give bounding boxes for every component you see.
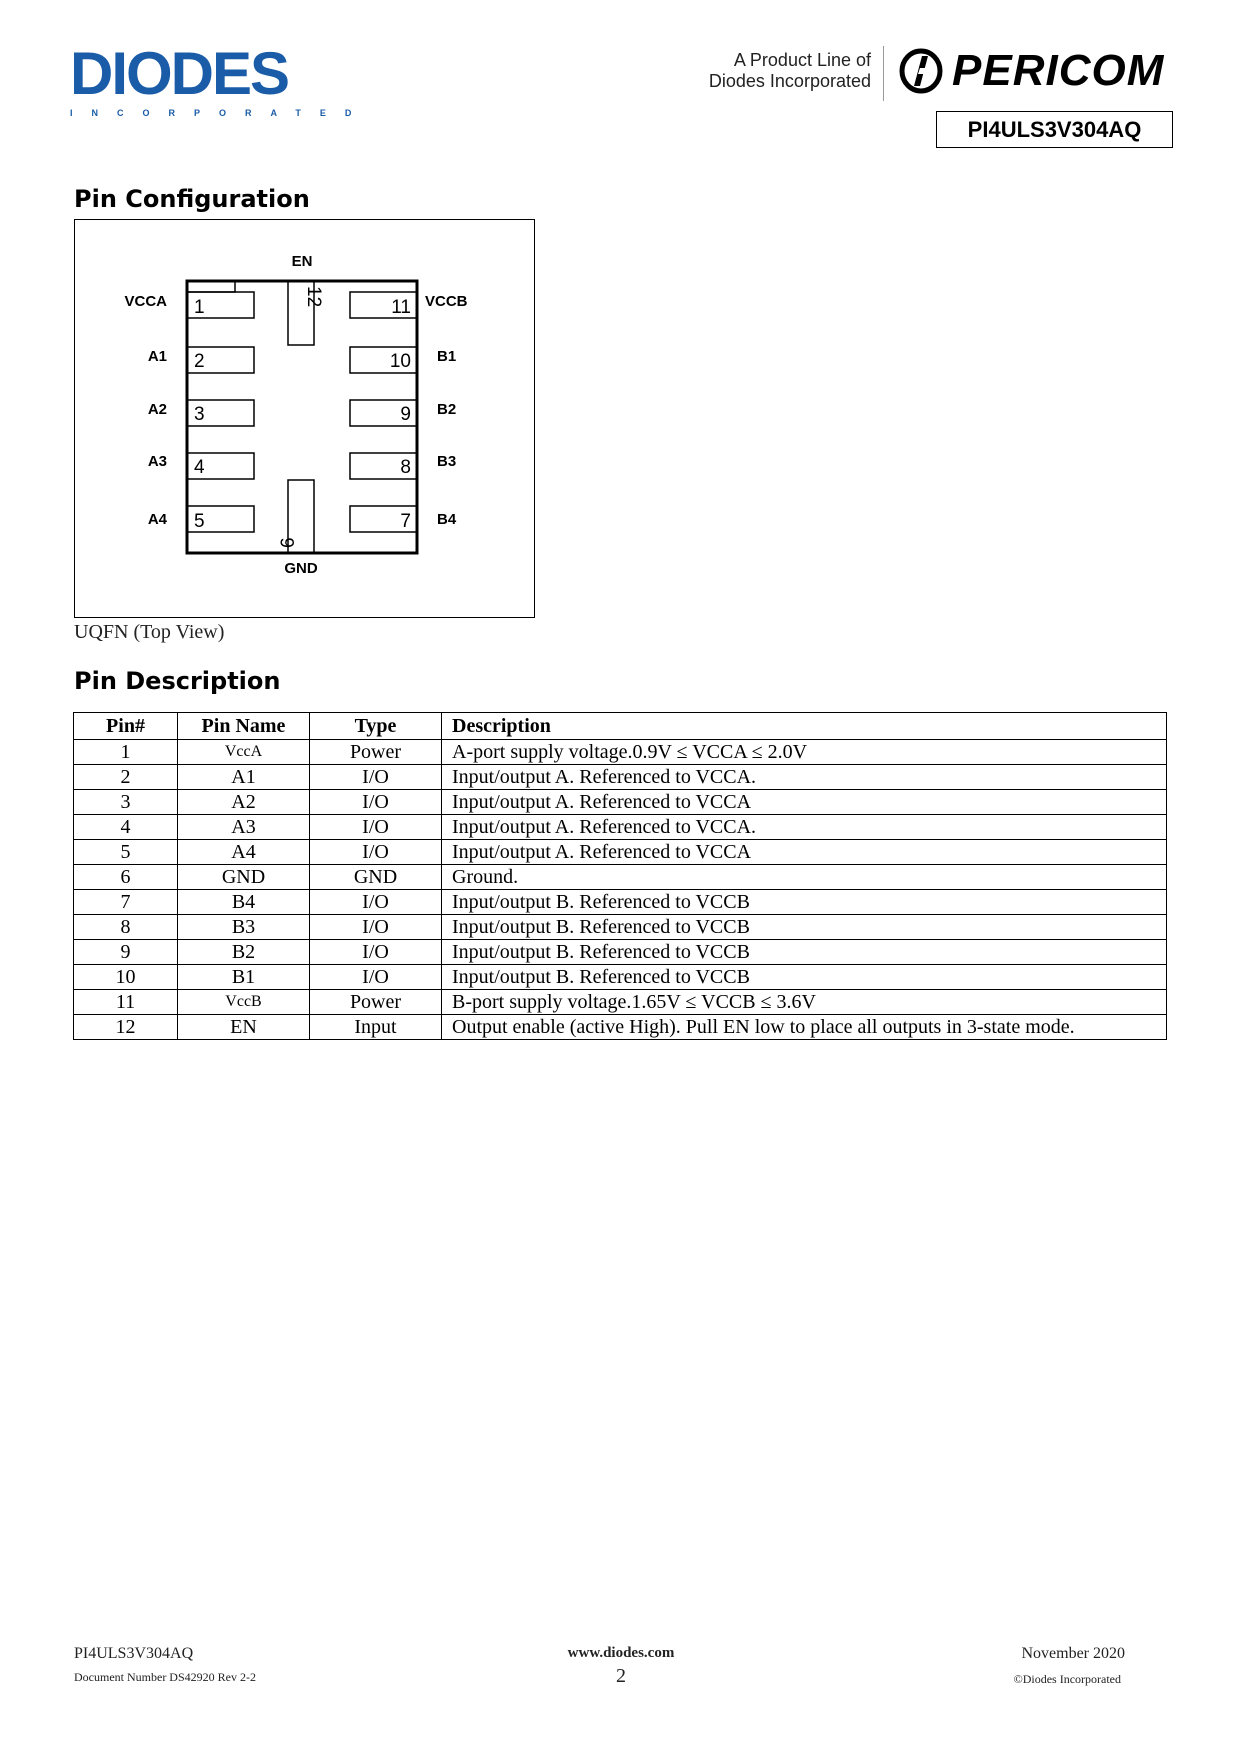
cell-pin-name: B4 (178, 890, 310, 915)
cell-pin-name: A1 (178, 765, 310, 790)
tagline-line1: A Product Line of (733, 50, 871, 70)
cell-pin-name: B1 (178, 965, 310, 990)
cell-type: I/O (310, 840, 442, 865)
table-row (74, 990, 1167, 1015)
pin1-notch (187, 281, 235, 292)
cell-pin-name: VccA (178, 740, 310, 765)
table-row (74, 790, 1167, 815)
cell-type: Power (310, 990, 442, 1015)
cell-type: I/O (310, 940, 442, 965)
cell-type: Input (310, 1015, 442, 1040)
pin-label-vccb: VCCB (425, 293, 468, 310)
cell-pin: 7 (74, 890, 178, 915)
cell-type: I/O (310, 915, 442, 940)
footer-part-number: PI4ULS3V304AQ (74, 1645, 194, 1662)
cell-type: GND (310, 865, 442, 890)
cell-pin-name: A2 (178, 790, 310, 815)
pad-number-10: 10 (389, 351, 411, 372)
cell-pin: 6 (74, 865, 178, 890)
table-row (74, 1015, 1167, 1040)
footer-website-link[interactable]: www.diodes.com (567, 1645, 675, 1661)
package-outline (187, 281, 417, 553)
table-row (74, 890, 1167, 915)
uqfn-package-drawing (75, 220, 536, 619)
cell-pin-name: VccB (178, 990, 310, 1015)
part-number-box: PI4ULS3V304AQ (936, 111, 1173, 148)
cell-description: Input/output A. Referenced to VCCA. (442, 815, 1167, 840)
pin-label-b4: B4 (437, 511, 457, 528)
pin-label-vcca: VCCA (124, 293, 167, 310)
cell-pin-name: GND (178, 865, 310, 890)
pin-label-b3: B3 (437, 453, 457, 470)
pad-number-1: 1 (194, 297, 205, 318)
table-row (74, 940, 1167, 965)
header-divider (883, 46, 884, 101)
pad-number-8: 8 (400, 457, 411, 478)
cell-pin: 12 (74, 1015, 178, 1040)
pin-label-b2: B2 (437, 401, 457, 418)
diodes-logo-text: DIODES (70, 40, 289, 107)
pad-number-2: 2 (194, 351, 205, 372)
cell-type: I/O (310, 815, 442, 840)
cell-description: Input/output B. Referenced to VCCB (442, 940, 1167, 965)
pin-configuration-heading: Pin Configuration (74, 185, 310, 213)
table-row (74, 965, 1167, 990)
pin-configuration-diagram (74, 219, 535, 618)
table-row (74, 765, 1167, 790)
cell-pin: 1 (74, 740, 178, 765)
cell-description: Ground. (442, 865, 1167, 890)
cell-pin: 4 (74, 815, 178, 840)
pericom-logo-text: PERICOM (952, 46, 1165, 95)
pericom-emblem-icon (898, 48, 944, 94)
diodes-logo (70, 40, 371, 118)
cell-type: Power (310, 740, 442, 765)
diodes-logo-subtext: INCORPORATED (70, 108, 371, 118)
cell-description: Input/output B. Referenced to VCCB (442, 890, 1167, 915)
pin-label-a2: A2 (147, 401, 167, 418)
pad-number-5: 5 (194, 511, 205, 532)
cell-pin-name: A4 (178, 840, 310, 865)
column-header-description: Description (442, 713, 1167, 740)
cell-pin-name: B2 (178, 940, 310, 965)
pad-number-3: 3 (194, 404, 205, 425)
tagline-line2: Diodes Incorporated (708, 71, 871, 91)
cell-pin: 11 (74, 990, 178, 1015)
table-header-row (74, 713, 1167, 740)
pin-label-a1: A1 (147, 348, 167, 365)
footer-page-number: 2 (616, 1665, 626, 1687)
cell-description: A-port supply voltage.0.9V ≤ VCCA ≤ 2.0V (442, 740, 1167, 765)
pad-number-6: 6 (278, 537, 299, 548)
pin-label-a4: A4 (147, 511, 167, 528)
pin-label-b1: B1 (437, 348, 457, 365)
cell-type: I/O (310, 965, 442, 990)
table-row (74, 865, 1167, 890)
column-header-pin: Pin# (74, 713, 178, 740)
column-header-pin-name: Pin Name (178, 713, 310, 740)
pad-number-7: 7 (400, 511, 411, 532)
pin-description-heading: Pin Description (74, 667, 281, 695)
cell-description: B-port supply voltage.1.65V ≤ VCCB ≤ 3.6V (442, 990, 1167, 1015)
cell-pin: 9 (74, 940, 178, 965)
cell-type: I/O (310, 890, 442, 915)
cell-pin: 3 (74, 790, 178, 815)
footer-document-number: Document Number DS42920 Rev 2-2 (74, 1670, 256, 1684)
cell-description: Input/output B. Referenced to VCCB (442, 965, 1167, 990)
pin-label-gnd: GND (284, 560, 318, 577)
package-caption: UQFN (Top View) (74, 621, 225, 643)
table-row (74, 815, 1167, 840)
cell-description: Input/output B. Referenced to VCCB (442, 915, 1167, 940)
cell-description: Input/output A. Referenced to VCCA. (442, 765, 1167, 790)
pad-number-9: 9 (400, 404, 411, 425)
cell-pin: 10 (74, 965, 178, 990)
cell-pin: 8 (74, 915, 178, 940)
pericom-logo (898, 46, 1164, 96)
pin-label-a3: A3 (147, 453, 167, 470)
footer-date: November 2020 (1021, 1645, 1125, 1662)
cell-pin-name: B3 (178, 915, 310, 940)
cell-description: Input/output A. Referenced to VCCA (442, 790, 1167, 815)
pad-number-4: 4 (194, 457, 205, 478)
table-row (74, 740, 1167, 765)
cell-pin: 2 (74, 765, 178, 790)
cell-description: Output enable (active High). Pull EN low to place all outputs in 3-state mode. (442, 1015, 1167, 1040)
cell-type: I/O (310, 765, 442, 790)
pad-number-11: 11 (391, 297, 411, 318)
footer-copyright: ©Diodes Incorporated (1013, 1672, 1121, 1686)
cell-description: Input/output A. Referenced to VCCA (442, 840, 1167, 865)
cell-pin-name: EN (178, 1015, 310, 1040)
pin-description-table (73, 712, 1167, 1040)
cell-pin: 5 (74, 840, 178, 865)
table-row (74, 915, 1167, 940)
pad-number-12: 12 (303, 286, 324, 308)
table-row (74, 840, 1167, 865)
cell-type: I/O (310, 790, 442, 815)
column-header-type: Type (310, 713, 442, 740)
product-line-tagline (709, 50, 871, 92)
pin-label-en: EN (291, 253, 313, 270)
cell-pin-name: A3 (178, 815, 310, 840)
